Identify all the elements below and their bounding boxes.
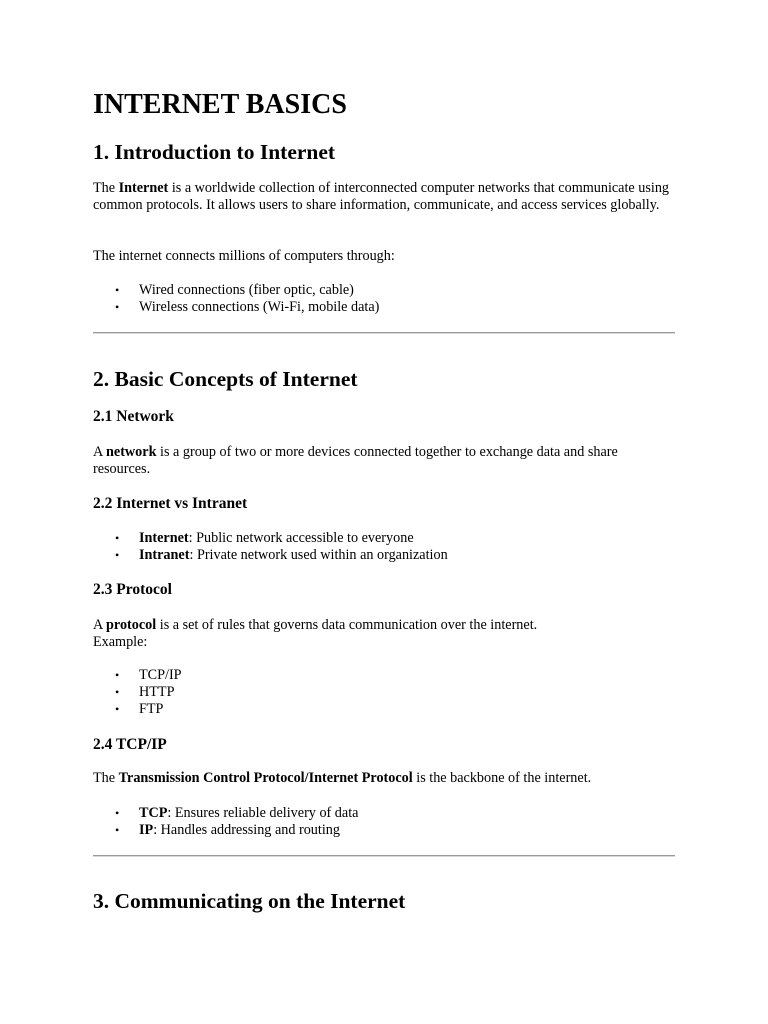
tcpip-definition-paragraph: The Transmission Control Protocol/Internet Protocol is the backbone of the internet. <box>93 770 592 786</box>
bullet-icon: • <box>115 823 120 837</box>
tcpip-subheading: 2.4 TCP/IP <box>93 736 167 753</box>
network-definition-paragraph: A network is a group of two or more devices connected together to exchange data and share resources. <box>93 444 618 477</box>
connections-list <box>93 282 379 316</box>
protocol-examples-list <box>93 667 182 718</box>
list-item: • HTTP <box>115 684 175 700</box>
document-title: INTERNET BASICS <box>93 89 347 120</box>
internet-vs-intranet-subheading: 2.2 Internet vs Intranet <box>93 495 248 512</box>
network-subheading: 2.1 Network <box>93 408 174 425</box>
list-item: • TCP/IP <box>115 667 182 683</box>
tcpip-term: Transmission Control Protocol/Internet Protocol <box>118 770 413 786</box>
internet-term: Internet <box>118 180 169 196</box>
network-term: network <box>106 444 157 460</box>
bullet-icon: • <box>115 531 120 545</box>
protocol-subheading: 2.3 Protocol <box>93 581 172 598</box>
section-divider <box>93 332 675 334</box>
bullet-icon: • <box>115 300 120 314</box>
connections-intro-paragraph: The internet connects millions of computers through: <box>93 248 395 264</box>
section-divider <box>93 855 675 857</box>
example-label: Example: <box>93 634 148 650</box>
list-item: • IP: Handles addressing and routing <box>115 822 340 838</box>
protocol-term: protocol <box>106 617 157 633</box>
section-3-heading: 3. Communicating on the Internet <box>93 889 406 913</box>
bullet-icon: • <box>115 685 120 699</box>
list-item: • Internet: Public network accessible to everyone <box>115 530 414 546</box>
bullet-icon: • <box>115 702 120 716</box>
list-item: • FTP <box>115 701 164 717</box>
bullet-icon: • <box>115 806 120 820</box>
bullet-icon: • <box>115 548 120 562</box>
internet-definition-paragraph: The Internet is a worldwide collection of interconnected computer networks that communicate using common protocols. It allows users to share information, communicate, and access services globally. <box>93 180 670 213</box>
protocol-definition-paragraph: A protocol is a set of rules that governs data communication over the internet. Example: <box>93 617 538 650</box>
list-item: • Intranet: Private network used within an organization <box>115 547 448 563</box>
bullet-icon: • <box>115 283 120 297</box>
tcpip-list <box>93 805 358 839</box>
bullet-icon: • <box>115 668 120 682</box>
section-1-heading: 1. Introduction to Internet <box>93 140 336 164</box>
list-item: • Wired connections (fiber optic, cable) <box>115 282 354 298</box>
section-2-heading: 2. Basic Concepts of Internet <box>93 367 358 391</box>
list-item: • TCP: Ensures reliable delivery of data <box>115 805 359 821</box>
internet-intranet-list <box>93 530 448 564</box>
list-item: • Wireless connections (Wi-Fi, mobile data) <box>115 299 380 315</box>
